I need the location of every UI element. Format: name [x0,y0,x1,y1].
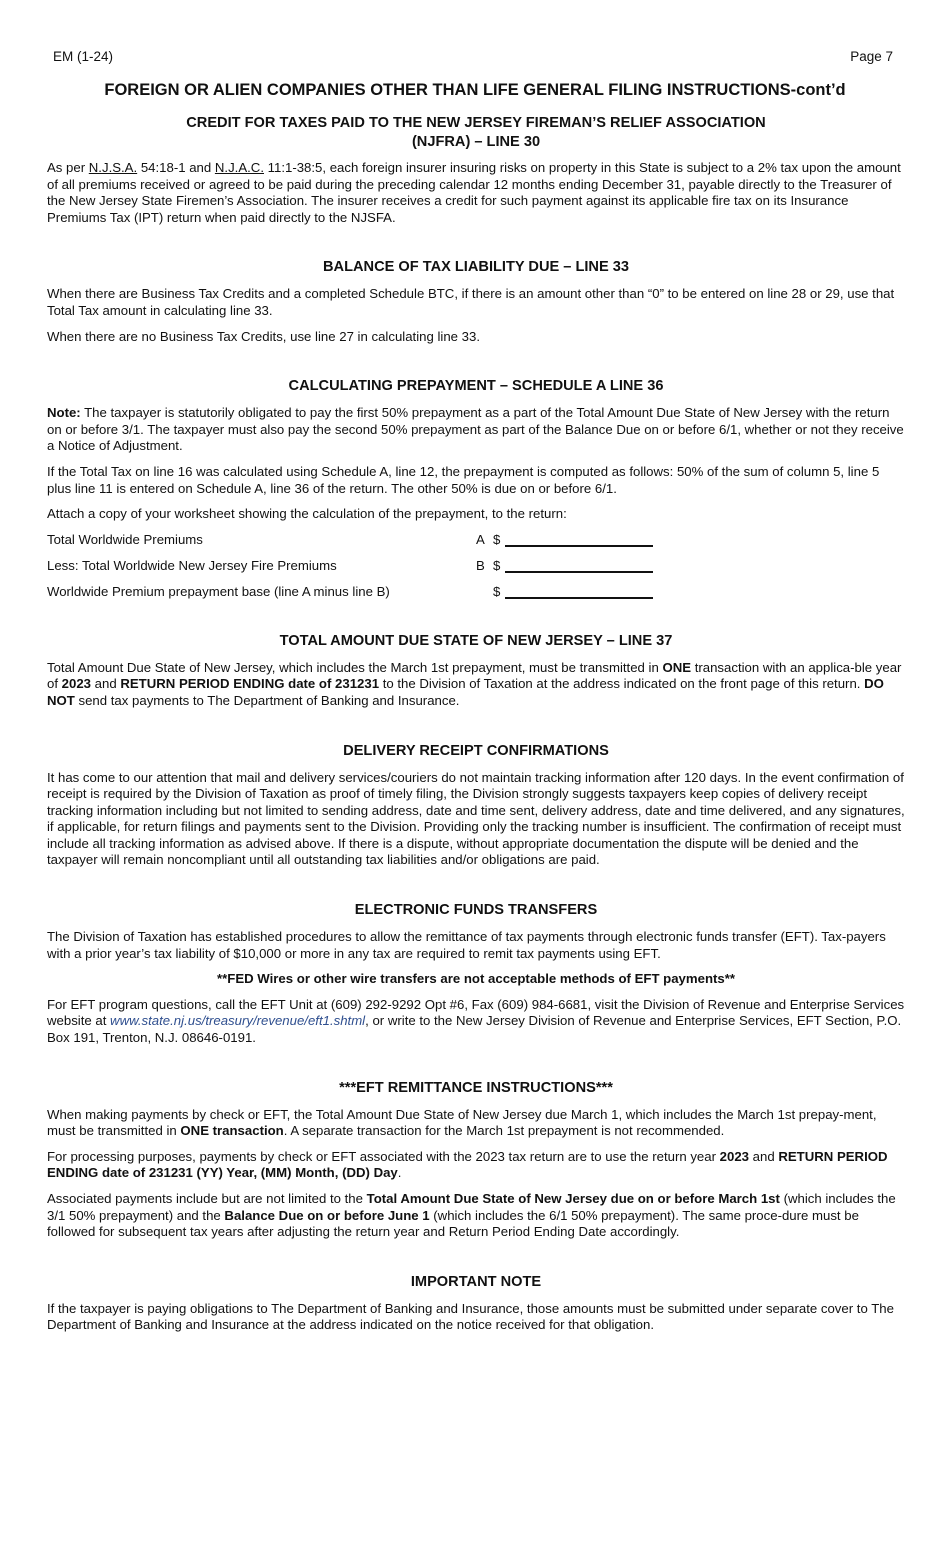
section-important-note [47,1273,905,1334]
worksheet-letter: B [476,557,485,573]
remit-text: (which includes the 6/1 50% prepayment). The same proce-dure must be followed for subsequent tax years after adjusting the return year and Return Period Ending Date accordingly. [47,1207,859,1240]
total-due-heading: TOTAL AMOUNT DUE STATE OF NEW JERSEY – LINE 37 [279,632,673,649]
worksheet-label: Worldwide Premium prepayment base (line A minus line B) [47,583,390,599]
total-due-bold: ONE [662,659,692,675]
total-due-text: Total Amount Due State of New Jersey, which includes the March 1st prepayment, must be transmitted in [47,659,663,675]
delivery-heading: DELIVERY RECEIPT CONFIRMATIONS [343,742,609,759]
njfra-heading-line2: (NJFRA) – LINE 30 [411,134,541,150]
section-total-due [47,632,905,710]
remit-text: For processing purposes, payments by check or EFT associated with the 2023 tax return are to use the return year [47,1148,720,1164]
note-label: Note: [47,405,81,421]
njfra-heading-line1: CREDIT FOR TAXES PAID TO THE NEW JERSEY FIREMAN’S RELIEF ASSOCIATION [186,115,766,131]
worksheet-row [47,532,905,558]
total-due-paragraph [47,660,905,710]
njsa-citation: N.J.S.A. [88,160,138,175]
worksheet-currency: $ [493,531,501,547]
worksheet-currency: $ [493,583,501,599]
total-due-bold: RETURN PERIOD ENDING date of 231231 [120,676,380,692]
total-due-text: send tax payments to The Department of Banking and Insurance. [74,692,460,708]
important-note-heading: IMPORTANT NOTE [410,1273,542,1290]
form-code: EM (1-24) [53,49,114,64]
remit-text: When making payments by check or EFT, the Total Amount Due State of New Jersey due March 1, which includes the March 1st prepay-ment, must be transmitted in [47,1106,877,1139]
remit-text: . [397,1165,402,1181]
prepayment-paragraph-3: Attach a copy of your worksheet showing the calculation of the prepayment, to the return: [47,506,567,522]
worksheet-label: Total Worldwide Premiums [47,531,203,547]
note-text: The taxpayer is statutorily obligated to pay the first 50% prepayment as a part of the Total Amount Due State of New Jersey with the return on or before 3/1. The taxpayer must also pay the second 50% prepayment as part of the Balance Due on or before 6/1, whether or not they receive a Notice of Adjustment. [47,405,904,454]
remit-text: (which includes the 3/1 50% prepayment) and the [47,1191,896,1223]
remit-bold: Total Amount Due State of New Jersey due on or before March 1st [366,1191,780,1206]
worksheet-currency: $ [493,557,501,573]
worksheet-label: Less: Total Worldwide New Jersey Fire Premiums [47,557,337,573]
total-due-bold: DO NOT [47,676,884,708]
section-njfra [47,114,905,226]
remit-text: Associated payments include but are not limited to the [47,1191,367,1206]
balance-heading: BALANCE OF TAX LIABILITY DUE – LINE 33 [323,259,629,276]
section-balance [47,258,905,345]
remittance-paragraph-1 [47,1107,905,1140]
eft-text-b: , or write to the New Jersey Division of Revenue and Enterprise Services, EFT Section, P.O. Box 191, Trenton, N.J. 08646-0191. [47,1013,902,1046]
njfra-heading [47,114,905,152]
prepayment-note [47,405,905,455]
section-remittance [47,1079,905,1241]
remittance-paragraph-3 [47,1191,905,1241]
main-content [47,114,905,1343]
total-due-text: transaction with an applica-ble year of [47,659,902,692]
remittance-heading: ***EFT REMITTANCE INSTRUCTIONS*** [339,1079,613,1096]
balance-paragraph-1: When there are Business Tax Credits and a completed Schedule BTC, if there is an amount other than “0” to be entered on line 28 or 29, use that Total Tax amount in calculating line 33. [47,286,895,318]
prepayment-heading: CALCULATING PREPAYMENT – SCHEDULE A LINE 36 [288,378,664,395]
eft-text-a: For EFT program questions, call the EFT Unit at (609) 292-9292 Opt #6, Fax (609) 984-6681, visit the Division of Revenue and Enterprise Services website at [47,996,905,1029]
njfra-text-a: As per [47,160,89,175]
prepayment-worksheet [47,532,905,610]
worksheet-row [47,558,905,584]
total-due-text: to the Division of Taxation at the address indicated on the front page of this return. [379,676,865,692]
delivery-paragraph: It has come to our attention that mail and delivery services/couriers do not maintain tracking information after 120 days. In the event confirmation of receipt is required by the Division of Taxation as proof of timely filing, the Division strongly suggests taxpayers keep copies of delivery receipt tracking information including but not limited to sending address, date and time sent, delivery address, date and time delivered, and any signatures, if applicable, for return filings and payments sent to the Division. Providing only the tracking number is insufficient. The confirmation of receipt must include all tracking information as advised above. If there is a dispute, without appropriate documentation the dispute will be denied and the taxpayer will remain noncompliant until all outstanding tax liabilities and/or obligations are paid. [47,769,905,868]
worksheet-blank-line[interactable] [505,571,653,573]
eft-paragraph-1: The Division of Taxation has established procedures to allow the remittance of tax payments through electronic funds transfer (EFT). Tax-payers with a prior year’s tax liability of $10,000 or more in any tax are required to remit tax payments using EFT. [47,929,886,961]
total-due-bold: 2023 [61,676,92,692]
page-title: FOREIGN OR ALIEN COMPANIES OTHER THAN LIFE GENERAL FILING INSTRUCTIONS-cont’d [104,81,846,99]
eft-heading: ELECTRONIC FUNDS TRANSFERS [354,902,598,919]
remit-bold: 2023 [719,1148,750,1164]
eft-website-link[interactable]: www.state.nj.us/treasury/revenue/eft1.shtml [110,1013,366,1029]
worksheet-row [47,584,905,610]
njac-citation: N.J.A.C. [214,160,264,175]
section-prepayment [47,377,905,610]
njfra-text-b: 54:18-1 and [137,160,215,175]
remittance-paragraph-2 [47,1149,905,1182]
remit-bold: ONE transaction [180,1123,284,1139]
total-due-text: and [91,676,121,692]
remit-bold: Balance Due on or before June 1 [224,1207,430,1223]
remit-text: and [749,1148,779,1164]
important-note-paragraph: If the taxpayer is paying obligations to The Department of Banking and Insurance, those amounts must be submitted under separate cover to The Department of Banking and Insurance at the address indicated on the notice received for that obligation. [47,1300,894,1333]
worksheet-blank-line[interactable] [505,545,653,547]
prepayment-paragraph-2: If the Total Tax on line 16 was calculated using Schedule A, line 12, the prepayment is computed as follows: 50% of the sum of column 5, line 5 plus line 11 is entered on Schedule A, line 36 of the return. The other 50% is due on or before 6/1. [47,463,880,496]
page-number: Page 7 [850,49,893,64]
remit-text: . A separate transaction for the March 1st prepayment is not recommended. [283,1123,725,1139]
section-eft [47,901,905,1047]
remit-bold: RETURN PERIOD ENDING date of 231231 (YY) Year, (MM) Month, (DD) Day [47,1148,888,1181]
njfra-text-c: 11:1-38:5, each foreign insurer insuring risks on property in this State is subject to a 2% tax upon the amount of all premiums received or agreed to be paid during the preceding calendar 12 months ending December 31, payable directly to the Treasurer of the New Jersey State Firemen’s Association. The insurer receives a credit for such payment against its applicable fire tax on its Insurance Premiums Tax (IPT) return when paid directly to the NJSFA. [47,160,901,225]
balance-paragraph-2: When there are no Business Tax Credits, use line 27 in calculating line 33. [47,328,480,344]
worksheet-letter: A [476,531,485,547]
worksheet-blank-line[interactable] [505,597,653,599]
eft-paragraph-3 [47,997,905,1047]
section-delivery [47,742,905,870]
njfra-paragraph [47,160,905,226]
eft-wires-note: **FED Wires or other wire transfers are not acceptable methods of EFT payments** [217,971,735,987]
